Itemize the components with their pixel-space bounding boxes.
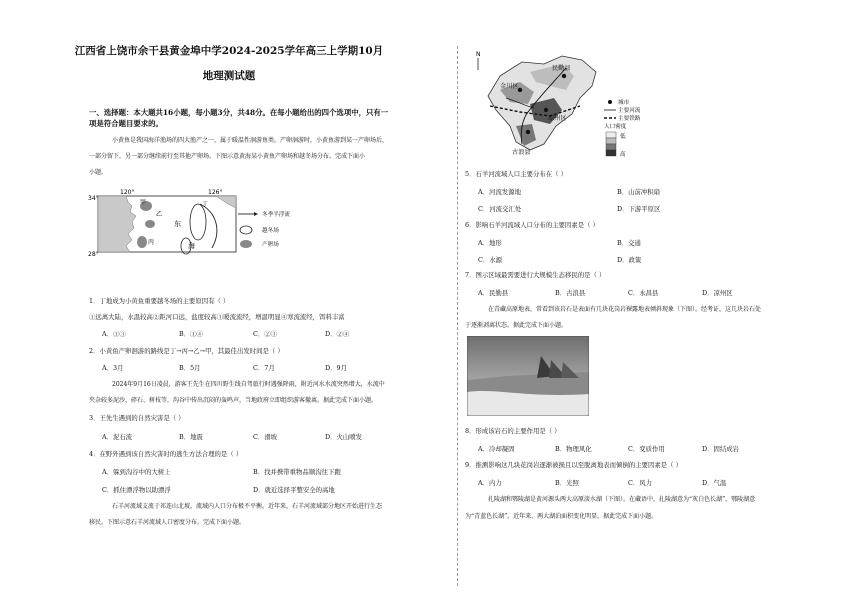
q4-stem: 4．在野外遇到该自然灾害时的逃生方法合理的是（ ）	[89, 450, 243, 458]
map1-spawn-bing	[137, 236, 147, 248]
shiyang-river-map	[470, 46, 670, 162]
passage3-line: 移民。下图示意石羊河流域人口密度分布。完成下面小题。	[89, 519, 246, 526]
q9-option-c[interactable]: C．风力	[628, 479, 653, 487]
q2-option-a[interactable]: A．3月	[102, 364, 124, 372]
passage3-line: 石羊河流域支流于祁连山北坡，流域内人口分布极不平衡。近年来，石羊河流域部分地区开始进行生态	[112, 503, 383, 510]
map1-label-jia: 甲	[140, 199, 147, 206]
q2-option-b[interactable]: B．5月	[179, 364, 201, 372]
map2-label-liangzhou: 凉州区	[548, 115, 567, 122]
q3-option-a[interactable]: A．泥石流	[102, 433, 133, 441]
legend-density-label: 人口密度	[604, 124, 627, 130]
map1-label-yi: 乙	[156, 211, 163, 218]
q1-option-d[interactable]: D．②④	[325, 330, 350, 338]
legend-river-label: 主要河流	[618, 108, 641, 114]
map2-label-gulang: 古浪县	[512, 149, 531, 156]
legend-winter-label: 越冬场	[262, 228, 279, 234]
map1-label-bing: 丙	[148, 239, 155, 246]
q5-stem: 5．石羊河流域人口主要分布在（ ）	[465, 170, 567, 178]
q1-option-c[interactable]: C．②③	[253, 330, 278, 338]
yellow-croaker-map	[88, 186, 378, 264]
q4-option-c[interactable]: C．抓住漂浮物以助漂浮	[102, 486, 171, 494]
q9-option-b[interactable]: B．光照	[555, 479, 579, 487]
column-divider	[457, 46, 458, 586]
legend-winter-symbol	[240, 226, 252, 234]
q6-option-c[interactable]: C．水源	[478, 256, 503, 264]
rock-photo	[467, 336, 589, 416]
q4-option-b[interactable]: B．找并携带重物品顺沟往下跑	[253, 468, 341, 476]
legend-density-4	[606, 150, 616, 156]
q6-stem: 6．影响石羊河流域人口分布的主要因素是（ ）	[465, 221, 599, 229]
q9-option-a[interactable]: A．内力	[478, 479, 502, 487]
q5-option-c[interactable]: C．河流交汇处	[478, 205, 522, 213]
page-subtitle: 地理测试题	[202, 70, 256, 82]
q7-stem: 7．图示区域最需要进行大规模生态移民的是（ ）	[465, 271, 606, 279]
legend-current-label: 冬季半浮流	[262, 212, 290, 218]
map2-city-gulang	[526, 130, 530, 134]
legend-spawn-symbol	[240, 240, 252, 248]
map1-label-ding: 丁	[202, 201, 209, 208]
q1-stem: 1．丁地成为小黄鱼重要越冬场的主要原因有（ ）	[89, 297, 230, 305]
q7-option-d[interactable]: D．凉州区	[702, 289, 733, 297]
rock-photo-svg	[467, 336, 589, 416]
passage4-line: 在青藏高原地表，常看到该岩石是表面有几块花岗岩裸露地表倾斜现象（下图）。经考证，这几块岩石处	[488, 306, 762, 313]
legend-current-arrowhead	[254, 212, 258, 216]
q4-option-d[interactable]: D．就近选择平整安全的高地	[253, 486, 335, 494]
q2-option-d[interactable]: D．9月	[325, 364, 347, 372]
q5-option-d[interactable]: D．下游平原区	[617, 205, 661, 213]
map2-label-minqin: 民勤县	[552, 65, 571, 72]
q2-stem: 2．小黄鱼产卵洄游的路线是丁→丙→乙→甲，其最佳出发时间是（ ）	[89, 347, 284, 355]
map2-north: N	[476, 51, 481, 58]
section-heading-cont: 项是符合题目要求的。	[89, 119, 163, 128]
q3-stem: 3．王先生遇到的自然灾害是（ ）	[89, 414, 185, 422]
passage1-line: 一部分留下，另一部分继续前行至其他产卵场。下图示意黄海某小黄鱼产卵场和越冬场分布。完成下面小	[89, 153, 366, 160]
q3-option-b[interactable]: B．地震	[179, 433, 203, 441]
section-heading: 一、选择题：本大题共16小题，每小题3分，共48分。在每小题给出的四个选项中，只有一	[89, 108, 389, 117]
legend-low-label: 低	[620, 134, 626, 140]
map1-lon1: 120°	[120, 189, 135, 196]
map1-lon2: 126°	[208, 189, 223, 196]
map2-city-liangzhou	[544, 108, 548, 112]
page-title: 江西省上饶市余干县黄金埠中学2024-2025学年高三上学期10月	[74, 45, 384, 57]
map1-svg	[88, 186, 378, 266]
passage4-line: 于逐渐剥离状态。据此完成下面小题。	[465, 322, 568, 329]
map2-svg	[470, 46, 670, 162]
passage2-line: 夹杂较多泥沙、碎石、树枝等，沟谷中传出沉闷的轰鸣声，当地政府立即组织游客撤离。据此完成下面小题。	[89, 397, 378, 404]
legend-city-label: 城市	[618, 100, 630, 106]
legend-density-2	[606, 138, 616, 144]
q3-option-d[interactable]: D．火山喷发	[325, 433, 363, 441]
q8-option-c[interactable]: C．变质作用	[628, 445, 665, 453]
q3-option-c[interactable]: C．滑坡	[253, 433, 278, 441]
q9-stem: 9．推测影响这几块花岗岩逐渐被损且以至脱离地表而倾倒的主要因素是（ ）	[465, 461, 682, 469]
q1-statement: ①远离大陆，水温较高②距河口远，盐度较高③暖流流经，增温明显④寒流流经，饵料丰富	[89, 313, 345, 321]
q5-option-a[interactable]: A．河流发源地	[478, 188, 521, 196]
q6-option-a[interactable]: A．地形	[478, 239, 502, 247]
legend-rail-label: 主要铁路	[618, 116, 641, 122]
q4-option-a[interactable]: A．躲到沟谷中的大树上	[102, 468, 171, 476]
q6-option-d[interactable]: D．政策	[617, 256, 642, 264]
passage5-line: 为“青蓝色长湖”。近年来，两大湖泊面积变化明显。据此完成下面小题。	[465, 513, 658, 520]
q9-option-d[interactable]: D．气温	[702, 479, 727, 487]
q7-option-b[interactable]: B．古浪县	[555, 289, 586, 297]
q7-option-c[interactable]: C．永昌县	[628, 289, 659, 297]
legend-high-label: 高	[620, 152, 626, 158]
map1-label-hai: 海	[188, 242, 195, 250]
map2-label-jinchuan: 金川区	[500, 83, 519, 90]
q6-option-b[interactable]: B．交通	[617, 239, 641, 247]
passage2-line: 2024年9月16日凌晨，游客王先生在四川野生线自驾旅行时遇强降雨，附近河水水流突然增大，水流中	[112, 381, 385, 388]
passage5-line: 扎陵湖和鄂陵湖是黄河源头两大高原淡水湖（下图）。在藏语中，扎陵湖意为“灰白色长湖”，鄂陵湖意	[488, 496, 756, 503]
map1-lat1: 34°	[88, 195, 99, 202]
q8-option-d[interactable]: D．固结成岩	[702, 445, 740, 453]
q8-option-a[interactable]: A．冷却凝固	[478, 445, 515, 453]
q8-stem: 8．形成该岩石的主要作用是（ ）	[465, 427, 561, 435]
map1-label-dong: 东	[174, 220, 181, 228]
legend-density-1	[606, 132, 616, 138]
q1-option-a[interactable]: A．①③	[102, 330, 126, 338]
map2-city-minqin	[562, 74, 566, 78]
q8-option-b[interactable]: B．物理风化	[555, 445, 592, 453]
q7-option-a[interactable]: A．民勤县	[478, 289, 509, 297]
q2-option-c[interactable]: C．7月	[253, 364, 275, 372]
legend-city-symbol	[608, 100, 612, 104]
passage1-line: 小题。	[89, 169, 108, 176]
map1-lat2: 28°	[88, 251, 99, 258]
legend-spawn-label: 产卵场	[262, 242, 279, 248]
q1-option-b[interactable]: B．①④	[179, 330, 203, 338]
map1-spawn-yi	[145, 220, 155, 228]
passage1-line: 小黄鱼是我国海洋渔场的四大渔产之一，属于暖温性洄游鱼类。产卵洄游时，小黄鱼游到某一产卵场后，	[112, 137, 389, 144]
legend-density-3	[606, 144, 616, 150]
q5-option-b[interactable]: B．山前冲积扇	[617, 188, 661, 196]
